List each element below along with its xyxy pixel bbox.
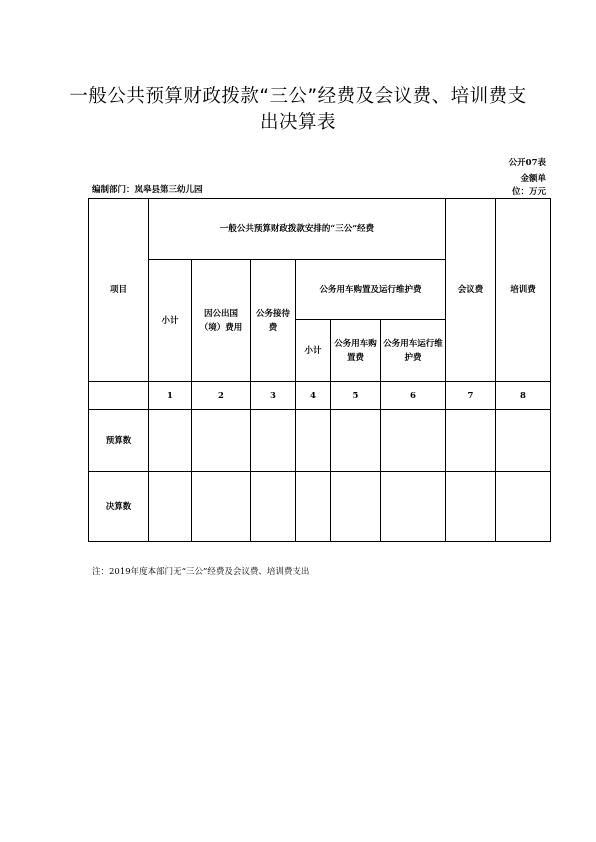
data-cell <box>331 410 381 472</box>
page-title: 一般公共预算财政拨款“三公”经费及会议费、培训费支出决算表 <box>69 86 527 133</box>
data-cell <box>251 410 296 472</box>
footnote: 注：2019年度本部门无“三公”经费及会议费、培训费支出 <box>92 567 310 577</box>
column-number: 3 <box>251 382 296 410</box>
data-cell <box>149 472 192 542</box>
vehicle-subtotal-header: 小计 <box>296 320 331 382</box>
column-number: 8 <box>496 382 551 410</box>
table-row <box>89 472 551 542</box>
number-cell-empty <box>89 382 149 410</box>
reception-header: 公务接待费 <box>251 260 296 382</box>
data-cell <box>251 472 296 542</box>
table-row <box>89 410 551 472</box>
data-cell <box>381 472 446 542</box>
item-header: 项目 <box>89 199 149 382</box>
data-cell <box>496 472 551 542</box>
form-number: 公开07表 <box>508 158 546 168</box>
data-cell <box>446 410 496 472</box>
vehicle-purchase-header: 公务用车购置费 <box>331 320 381 382</box>
vehicle-operation-header: 公务用车运行维护费 <box>381 320 446 382</box>
column-number: 6 <box>381 382 446 410</box>
abroad-header: 因公出国（境）费用 <box>192 260 251 382</box>
data-cell <box>331 472 381 542</box>
column-number: 5 <box>331 382 381 410</box>
column-number-row <box>89 382 551 410</box>
organization-label: 编制部门：岚皋县第三幼儿园 <box>92 185 203 195</box>
data-cell <box>192 410 251 472</box>
data-cell <box>296 410 331 472</box>
vehicle-group-header: 公务用车购置及运行维护费 <box>296 260 446 320</box>
three-public-header: 一般公共预算财政拨款安排的“三公”经费 <box>149 199 446 260</box>
column-number: 2 <box>192 382 251 410</box>
row-label-budget: 预算数 <box>89 410 149 472</box>
data-cell <box>149 410 192 472</box>
column-number: 1 <box>149 382 192 410</box>
column-number: 4 <box>296 382 331 410</box>
expense-table <box>88 198 551 542</box>
meeting-header: 会议费 <box>446 199 496 382</box>
data-cell <box>446 472 496 542</box>
column-number: 7 <box>446 382 496 410</box>
subtotal-header: 小计 <box>149 260 192 382</box>
data-cell <box>296 472 331 542</box>
row-label-actual: 决算数 <box>89 472 149 542</box>
data-cell <box>192 472 251 542</box>
training-header: 培训费 <box>496 199 551 382</box>
data-cell <box>381 410 446 472</box>
unit-label: 金额单位：万元 <box>511 174 546 197</box>
data-cell <box>496 410 551 472</box>
